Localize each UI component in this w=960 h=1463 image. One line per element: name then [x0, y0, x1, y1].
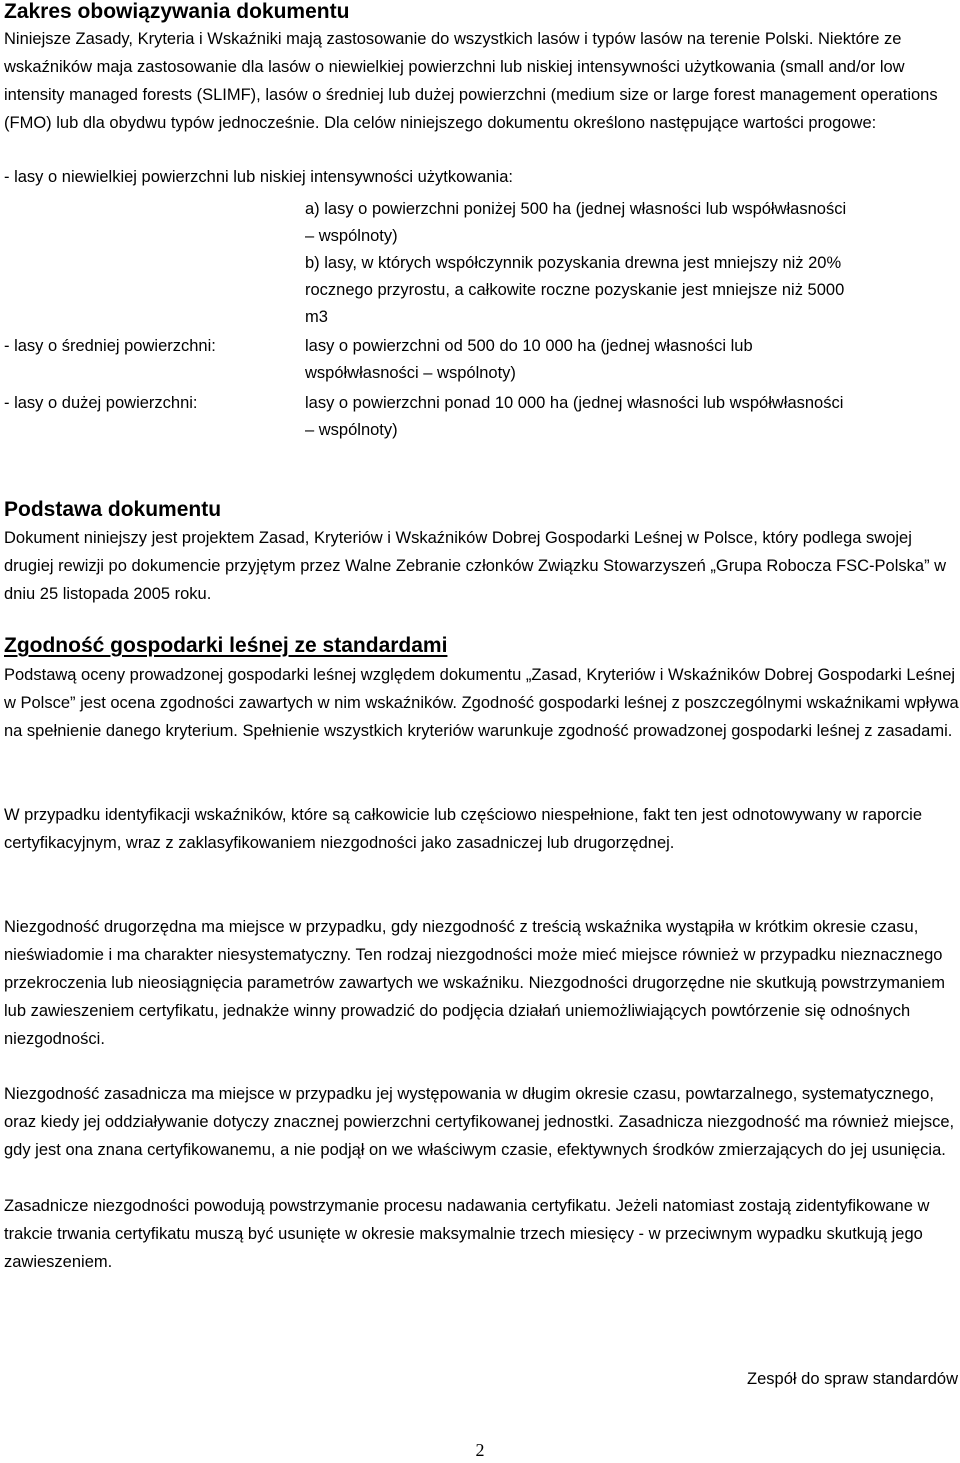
scope-paragraph-block	[4, 25, 960, 137]
compliance-heading: Zgodność gospodarki leśnej ze standardami	[4, 634, 448, 657]
basis-heading: Podstawa dokumentu	[4, 498, 222, 521]
scope-heading: Zakres obowiązywania dokumentu	[4, 0, 350, 23]
basis-paragraph: Dokument niniejszy jest projektem Zasad, Kryteriów i Wskaźników Dobrej Gospodarki Leśnej w Polsce, który podlega swojej drugiej rewizji po dokumencie przyjętym przez Walne Zebranie członków Związku Stowarzyszeń „Grupa Robocza FSC-Polska” w dniu 25 listopada 2005 roku.	[4, 529, 947, 603]
medium-forest-line2: współwłasności – wspólnoty)	[305, 364, 516, 382]
compliance-section	[4, 634, 960, 658]
compliance-p2-block	[4, 801, 960, 857]
compliance-paragraph-3: Niezgodność drugorzędna ma miejsce w przypadku, gdy niezgodność z treścią wskaźnika wystąpiła w krótkim okresie czasu, nieświadomie i ma charakter niesystematyczny. Ten rodzaj niezgodności może mieć miejsce również w przypadku nieznacznego przekroczenia lub nieosiągnięcia parametrów zawartych we wskaźniku. Niezgodności drugorzędne nie skutkują powstrzymaniem lub zawieszeniem certyfikatu, jednakże winny prowadzić do podjęcia działań uniemożliwiających powtórzenie się odnośnych niezgodności.	[4, 918, 945, 1048]
scope-paragraph: Niniejsze Zasady, Kryteria i Wskaźniki mają zastosowanie do wszystkich lasów i typów lasów na terenie Polski. Niektóre ze wskaźników maja zastosowanie dla lasów o niewielkiej powierzchni lub niskiej intensywności użytkowania (small and/or low intensity managed forests (SLIMF), lasów o średniej lub dużej powierzchni (medium size or large forest management operations (FMO) lub dla obydwu typów jednocześnie. Dla celów niniejszego dokumentu określono następujące wartości progowe:	[4, 30, 938, 132]
large-forest-line1: lasy o powierzchni ponad 10 000 ha (jednej własności lub współwłasności	[305, 394, 844, 412]
small-forest-a-line1: a) lasy o powierzchni poniżej 500 ha (jednej własności lub współwłasności	[305, 200, 847, 218]
compliance-p3-block	[4, 913, 960, 1053]
small-forest-a-line2: – wspólnoty)	[305, 227, 398, 245]
compliance-paragraph-4: Niezgodność zasadnicza ma miejsce w przypadku jej występowania w długim okresie czasu, powtarzalnego, systematycznego, oraz kiedy jej oddziaływanie dotyczy znacznej powierzchni certyfikowanej jednostki. Zasadnicza niezgodność ma również miejsce, gdy jest ona znana certyfikowanemu, a nie podjął on we właściwym czasie, efektywnych środków zmierzających do jej usunięcia.	[4, 1085, 955, 1159]
basis-paragraph-block	[4, 524, 960, 608]
basis-section	[4, 498, 960, 522]
small-forest-b-line3: m3	[305, 308, 328, 326]
compliance-paragraph-5: Zasadnicze niezgodności powodują powstrzymanie procesu nadawania certyfikatu. Jeżeli natomiast zostają zidentyfikowane w trakcie trwania certyfikatu muszą być usunięte w okresie maksymalnie trzech miesięcy - w przeciwnym wypadku skutkują jego zawieszeniem.	[4, 1197, 930, 1271]
compliance-p5-block	[4, 1192, 960, 1276]
compliance-paragraph-1: Podstawą oceny prowadzonej gospodarki leśnej względem dokumentu „Zasad, Kryteriów i Wskaźników Dobrej Gospodarki Leśnej w Polsce” jest ocena zgodności zawartych w nim wskaźników. Zgodność gospodarki leśnej z poszczególnymi wskaźnikami wpływa na spełnienie danego kryterium. Spełnienie wszystkich kryteriów warunkuje zgodność prowadzonej gospodarki leśnej z zasadami.	[4, 666, 959, 740]
large-forest-label: - lasy o dużej powierzchni:	[4, 394, 198, 412]
compliance-p4-block	[4, 1080, 960, 1164]
signature: Zespół do spraw standardów	[747, 1370, 958, 1388]
small-forest-label: - lasy o niewielkiej powierzchni lub niskiej intensywności użytkowania:	[4, 168, 513, 186]
compliance-p1-block	[4, 661, 960, 745]
small-forest-b-line1: b) lasy, w których współczynnik pozyskania drewna jest mniejszy niż 20%	[305, 254, 842, 272]
scope-section	[4, 0, 960, 24]
small-forest-b-line2: rocznego przyrostu, a całkowite roczne pozyskanie jest mniejsze niż 5000	[305, 281, 845, 299]
medium-forest-label: - lasy o średniej powierzchni:	[4, 337, 216, 355]
compliance-paragraph-2: W przypadku identyfikacji wskaźników, które są całkowicie lub częściowo niespełnione, fakt ten jest odnotowywany w raporcie certyfikacyjnym, wraz z zaklasyfikowaniem niezgodności jako zasadniczej lub drugorzędnej.	[4, 806, 923, 852]
large-forest-line2: – wspólnoty)	[305, 421, 398, 439]
page-number: 2	[475, 1440, 485, 1460]
medium-forest-line1: lasy o powierzchni od 500 do 10 000 ha (jednej własności lub	[305, 337, 753, 355]
